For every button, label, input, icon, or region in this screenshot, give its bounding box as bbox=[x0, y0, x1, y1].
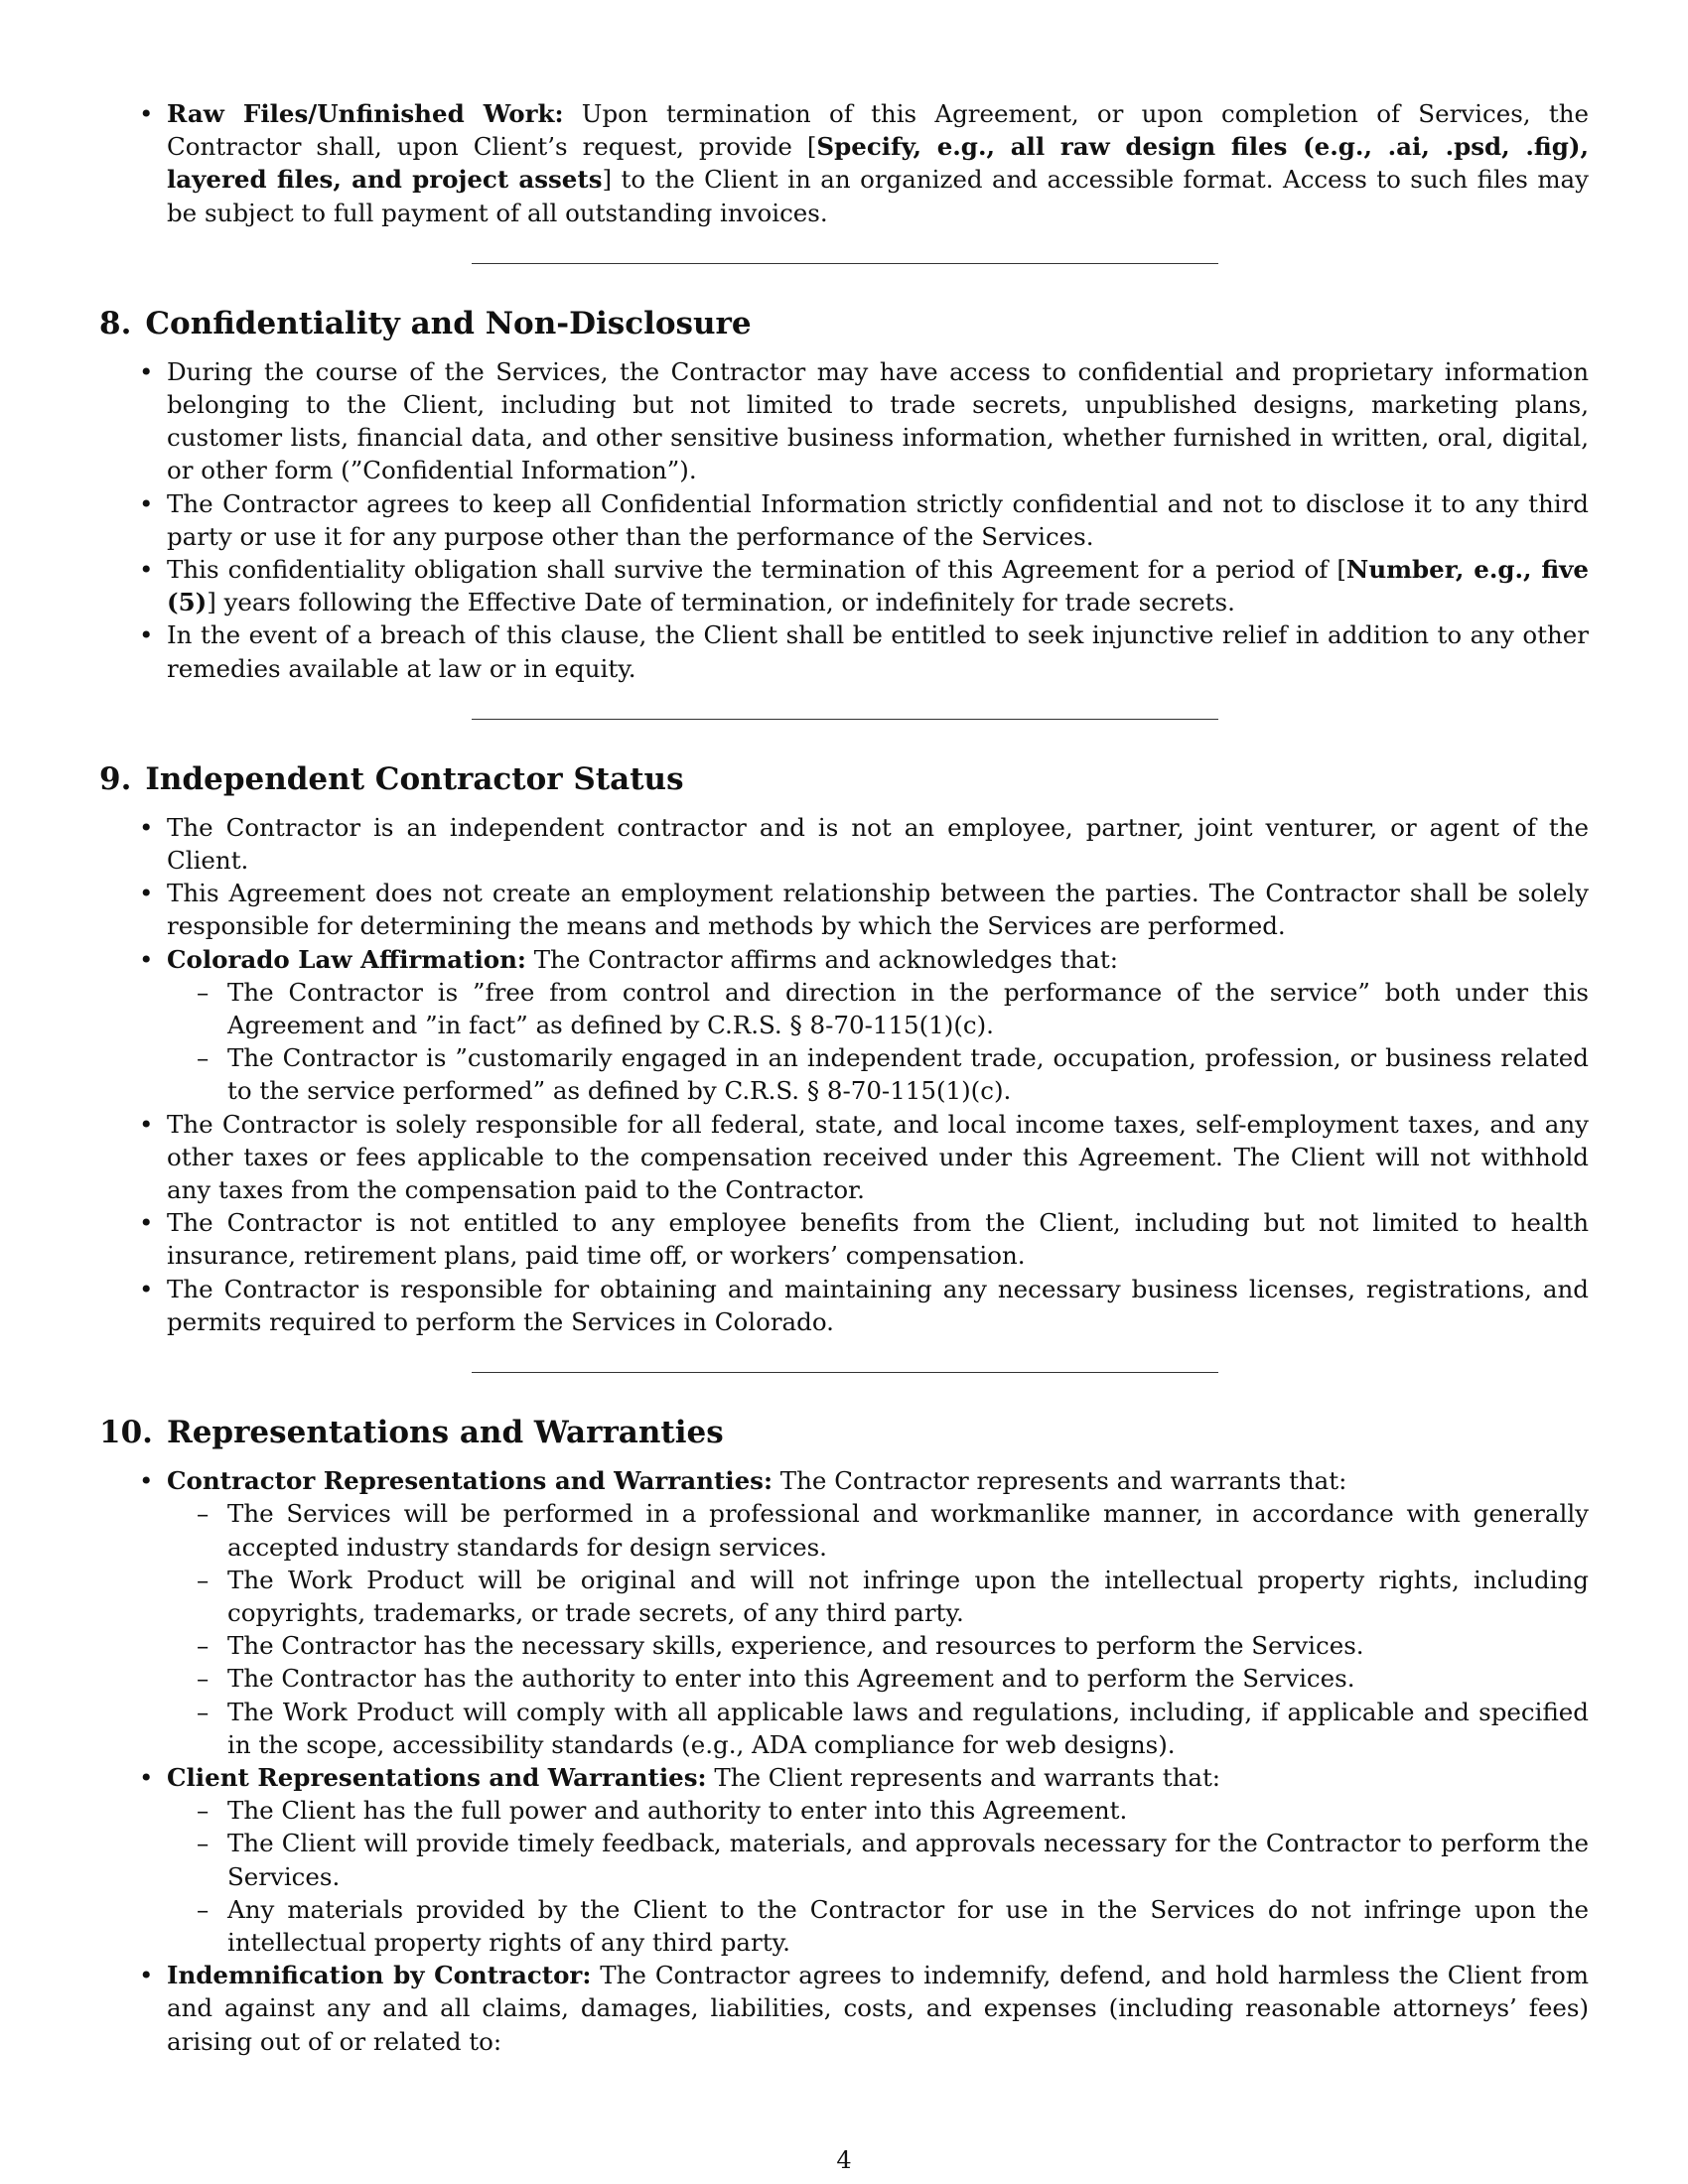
list-item: • The Contractor is not entitled to any employee benefits from the Client, including but not limited to health insurance, retirement plans, paid time off, or workers’ compensation. bbox=[99, 1206, 1589, 1272]
list-item: • This confidentiality obligation shall survive the termination of this Agreement for a period of [Number, e.g., five (5)] years following the Effective Date of termination, or indefinitely for trade secrets. bbox=[99, 553, 1589, 618]
section-heading: 10. Representations and Warranties bbox=[99, 1415, 724, 1451]
list-item: • The Contractor agrees to keep all Confidential Information strictly confidential and not to disclose it to any third party or use it for any purpose other than the performance of the Services. bbox=[99, 487, 1589, 553]
list-item: • Client Representations and Warranties: The Client represents and warrants that: – The Client has the full power and authority to enter into this Agreement. – The Client will provide timely feedback, materials, and approvals necessary for the Contractor to perform the Services. – Any materials provided by the Client to the Contractor for use in the Services do not infringe upon the intellectual property rights of any third party. bbox=[99, 1761, 1589, 1959]
sub-list-item: – The Contractor is ”customarily engaged in an independent trade, occupation, profession, or business related to the service performed” as defined by C.R.S. § 8-70-115(1)(c). bbox=[167, 1041, 1589, 1107]
section-divider bbox=[472, 1372, 1218, 1373]
sub-list-item: – The Client has the full power and authority to enter into this Agreement. bbox=[167, 1794, 1589, 1827]
section-divider bbox=[472, 719, 1218, 720]
sub-list-item: – The Contractor has the authority to enter into this Agreement and to perform the Services. bbox=[167, 1662, 1589, 1695]
section-heading: 8. Confidentiality and Non-Disclosure bbox=[99, 305, 752, 341]
sub-list-item: – Any materials provided by the Client to the Contractor for use in the Services do not infringe upon the intellectual property rights of any third party. bbox=[167, 1893, 1589, 1959]
list-item: • Colorado Law Affirmation: The Contractor affirms and acknowledges that: – The Contractor is ”free from control and direction in the performance of the service” both under this Agreement and ”in fact” as defined by C.R.S. § 8-70-115(1)(c). – The Contractor is ”customarily engaged in an independent trade, occupation, profession, or business related to the service performed” as defined by C.R.S. § 8-70-115(1)(c). bbox=[99, 943, 1589, 1108]
section-10-list bbox=[99, 1464, 1589, 2058]
section-heading: 9. Independent Contractor Status bbox=[99, 760, 684, 797]
sub-list-item: – The Work Product will comply with all applicable laws and regulations, including, if applicable and specified in the scope, accessibility standards (e.g., ADA compliance for web designs). bbox=[167, 1696, 1589, 1761]
section-9-list bbox=[99, 811, 1589, 1338]
sub-list-item: – The Client will provide timely feedback, materials, and approvals necessary for the Contractor to perform the Services. bbox=[167, 1827, 1589, 1892]
section-8-list bbox=[99, 355, 1589, 685]
sub-list bbox=[167, 1794, 1589, 1959]
list-item: • Contractor Representations and Warranties: The Contractor represents and warrants that: – The Services will be performed in a professional and workmanlike manner, in accordance with generally accepted industry standards for design services. – The Work Product will be original and will not infringe upon the intellectual property rights, including copyrights, trademarks, or trade secrets, of any third party. – The Contractor has the necessary skills, experience, and resources to perform the Services. – The Contractor has the authority to enter into this Agreement and to perform the Services. – The Work Product will comply with all applicable laws and regulations, including, if applicable and specified in the scope, accessibility standards (e.g., ADA compliance for web designs). bbox=[99, 1464, 1589, 1761]
list-item: • The Contractor is an independent contractor and is not an employee, partner, joint venturer, or agent of the Client. bbox=[99, 811, 1589, 877]
sub-list-item: – The Services will be performed in a professional and workmanlike manner, in accordance with generally accepted industry standards for design services. bbox=[167, 1497, 1589, 1563]
list-item: • In the event of a breach of this clause, the Client shall be entitled to seek injunctive relief in addition to any other remedies available at law or in equity. bbox=[99, 618, 1589, 684]
page-number: 4 bbox=[836, 2146, 852, 2174]
list-item: • This Agreement does not create an employment relationship between the parties. The Contractor shall be solely responsible for determining the means and methods by which the Services are performed. bbox=[99, 877, 1589, 942]
sub-list bbox=[167, 976, 1589, 1108]
list-item: • Raw Files/Unfinished Work: Upon termination of this Agreement, or upon completion of Services, the Contractor shall, upon Client’s request, provide [Specify, e.g., all raw design files (e.g., .ai, .psd, .fig), layered files, and project assets] to the Client in an organized and accessible format. Access to such files may be subject to full payment of all outstanding invoices. bbox=[99, 97, 1589, 229]
list-item: • Indemnification by Contractor: The Contractor agrees to indemnify, defend, and hold harmless the Client from and against any and all claims, damages, liabilities, costs, and expenses (including reasonable attorneys’ fees) arising out of or related to: bbox=[99, 1959, 1589, 2058]
list-item: • The Contractor is responsible for obtaining and maintaining any necessary business licenses, registrations, and permits required to perform the Services in Colorado. bbox=[99, 1273, 1589, 1338]
top-list bbox=[99, 97, 1589, 229]
item-label: Raw Files/Unfinished Work: bbox=[167, 99, 564, 128]
list-item: • The Contractor is solely responsible for all federal, state, and local income taxes, self-employment taxes, and any other taxes or fees applicable to the compensation received under this Agreement. The Client will not withhold any taxes from the compensation paid to the Contractor. bbox=[99, 1108, 1589, 1207]
section-divider bbox=[472, 263, 1218, 264]
sub-list-item: – The Contractor is ”free from control and direction in the performance of the service” both under this Agreement and ”in fact” as defined by C.R.S. § 8-70-115(1)(c). bbox=[167, 976, 1589, 1041]
document-page bbox=[99, 97, 1589, 2058]
sub-list bbox=[167, 1497, 1589, 1761]
list-item: • During the course of the Services, the Contractor may have access to confidential and proprietary information belonging to the Client, including but not limited to trade secrets, unpublished designs, marketing plans, customer lists, financial data, and other sensitive business information, whether furnished in written, oral, digital, or other form (”Confidential Information”). bbox=[99, 355, 1589, 487]
sub-list-item: – The Work Product will be original and will not infringe upon the intellectual property rights, including copyrights, trademarks, or trade secrets, of any third party. bbox=[167, 1564, 1589, 1629]
sub-list-item: – The Contractor has the necessary skills, experience, and resources to perform the Services. bbox=[167, 1629, 1589, 1662]
